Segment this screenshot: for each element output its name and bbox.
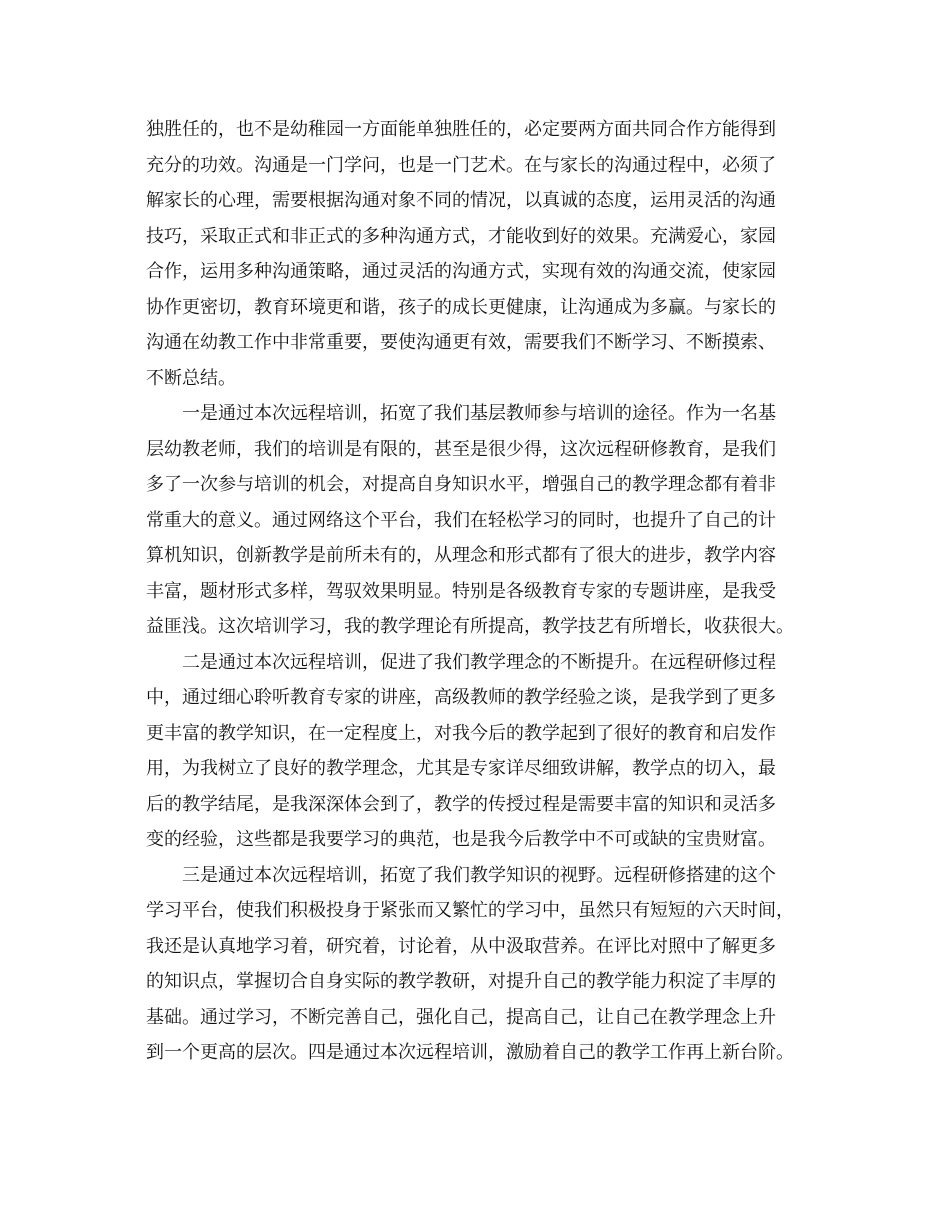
text-line: 算机知识，创新教学是前所未有的，从理念和形式都有了很大的进步，教学内容 [146, 545, 776, 566]
text-line: 更丰富的教学知识，在一定程度上，对我今后的教学起到了很好的教育和启发作 [146, 722, 776, 744]
text-line: 三是通过本次远程培训，拓宽了我们教学知识的视野。远程研修搭建的这个 [146, 864, 776, 886]
text-line: 合作，运用多种沟通策略，通过灵活的沟通方式，实现有效的沟通交流，使家园 [146, 261, 776, 282]
document-body [146, 112, 836, 1071]
text-line: 沟通在幼教工作中非常重要，要使沟通更有效，需要我们不断学习、不断摸索、 [146, 332, 776, 353]
text-line: 二是通过本次远程培训，促进了我们教学理念的不断提升。在远程研修过程 [146, 651, 776, 673]
text-line: 后的教学结尾，是我深深体会到了，教学的传授过程是需要丰富的知识和灵活多 [146, 793, 776, 815]
text-line: 变的经验，这些都是我要学习的典范，也是我今后教学中不可或缺的宝贵财富。 [146, 829, 776, 850]
text-line: 丰富，题材形式多样，驾驭效果明显。特别是各级教育专家的专题讲座，是我受 [146, 580, 776, 602]
text-line: 协作更密切，教育环境更和谐，孩子的成长更健康，让沟通成为多赢。与家长的 [146, 296, 776, 318]
text-line: 的知识点，掌握切合自身实际的教学教研，对提升自己的教学能力积淀了丰厚的 [146, 971, 776, 992]
text-line: 益匪浅。这次培训学习，我的教学理论有所提高，教学技艺有所增长，收获很大。 [146, 616, 794, 637]
text-line: 用，为我树立了良好的教学理念，尤其是专家详尽细致讲解，教学点的切入，最 [146, 758, 776, 779]
text-line: 学习平台，使我们积极投身于紧张而又繁忙的学习中，虽然只有短短的六天时间， [146, 900, 794, 921]
text-line: 解家长的心理，需要根据沟通对象不同的情况，以真诚的态度，运用灵活的沟通 [146, 190, 776, 211]
text-line: 不断总结。 [146, 367, 236, 389]
text-line: 中，通过细心聆听教育专家的讲座，高级教师的教学经验之谈，是我学到了更多 [146, 687, 776, 708]
text-line: 多了一次参与培训的机会，对提高自身知识水平，增强自己的教学理念都有着非 [146, 474, 776, 495]
text-line: 我还是认真地学习着，研究着，讨论着，从中汲取营养。在评比对照中了解更多 [146, 935, 776, 957]
text-line: 技巧，采取正式和非正式的多种沟通方式，才能收到好的效果。充满爱心，家园 [146, 225, 776, 247]
text-line: 到一个更高的层次。四是通过本次远程培训，激励着自己的教学工作再上新台阶。 [146, 1042, 794, 1063]
text-line: 常重大的意义。通过网络这个平台，我们在轻松学习的同时，也提升了自己的计 [146, 509, 776, 531]
text-line: 独胜任的，也不是幼稚园一方面能单独胜任的，必定要两方面共同合作方能得到 [146, 119, 776, 140]
text-line: 一是通过本次远程培训，拓宽了我们基层教师参与培训的途径。作为一名基 [146, 403, 776, 424]
text-line: 基础。通过学习，不断完善自己，强化自己，提高自己，让自己在教学理念上升 [146, 1006, 776, 1028]
text-line: 充分的功效。沟通是一门学问，也是一门艺术。在与家长的沟通过程中，必须了 [146, 154, 776, 176]
text-line: 层幼教老师，我们的培训是有限的，甚至是很少得，这次远程研修教育，是我们 [146, 438, 776, 460]
